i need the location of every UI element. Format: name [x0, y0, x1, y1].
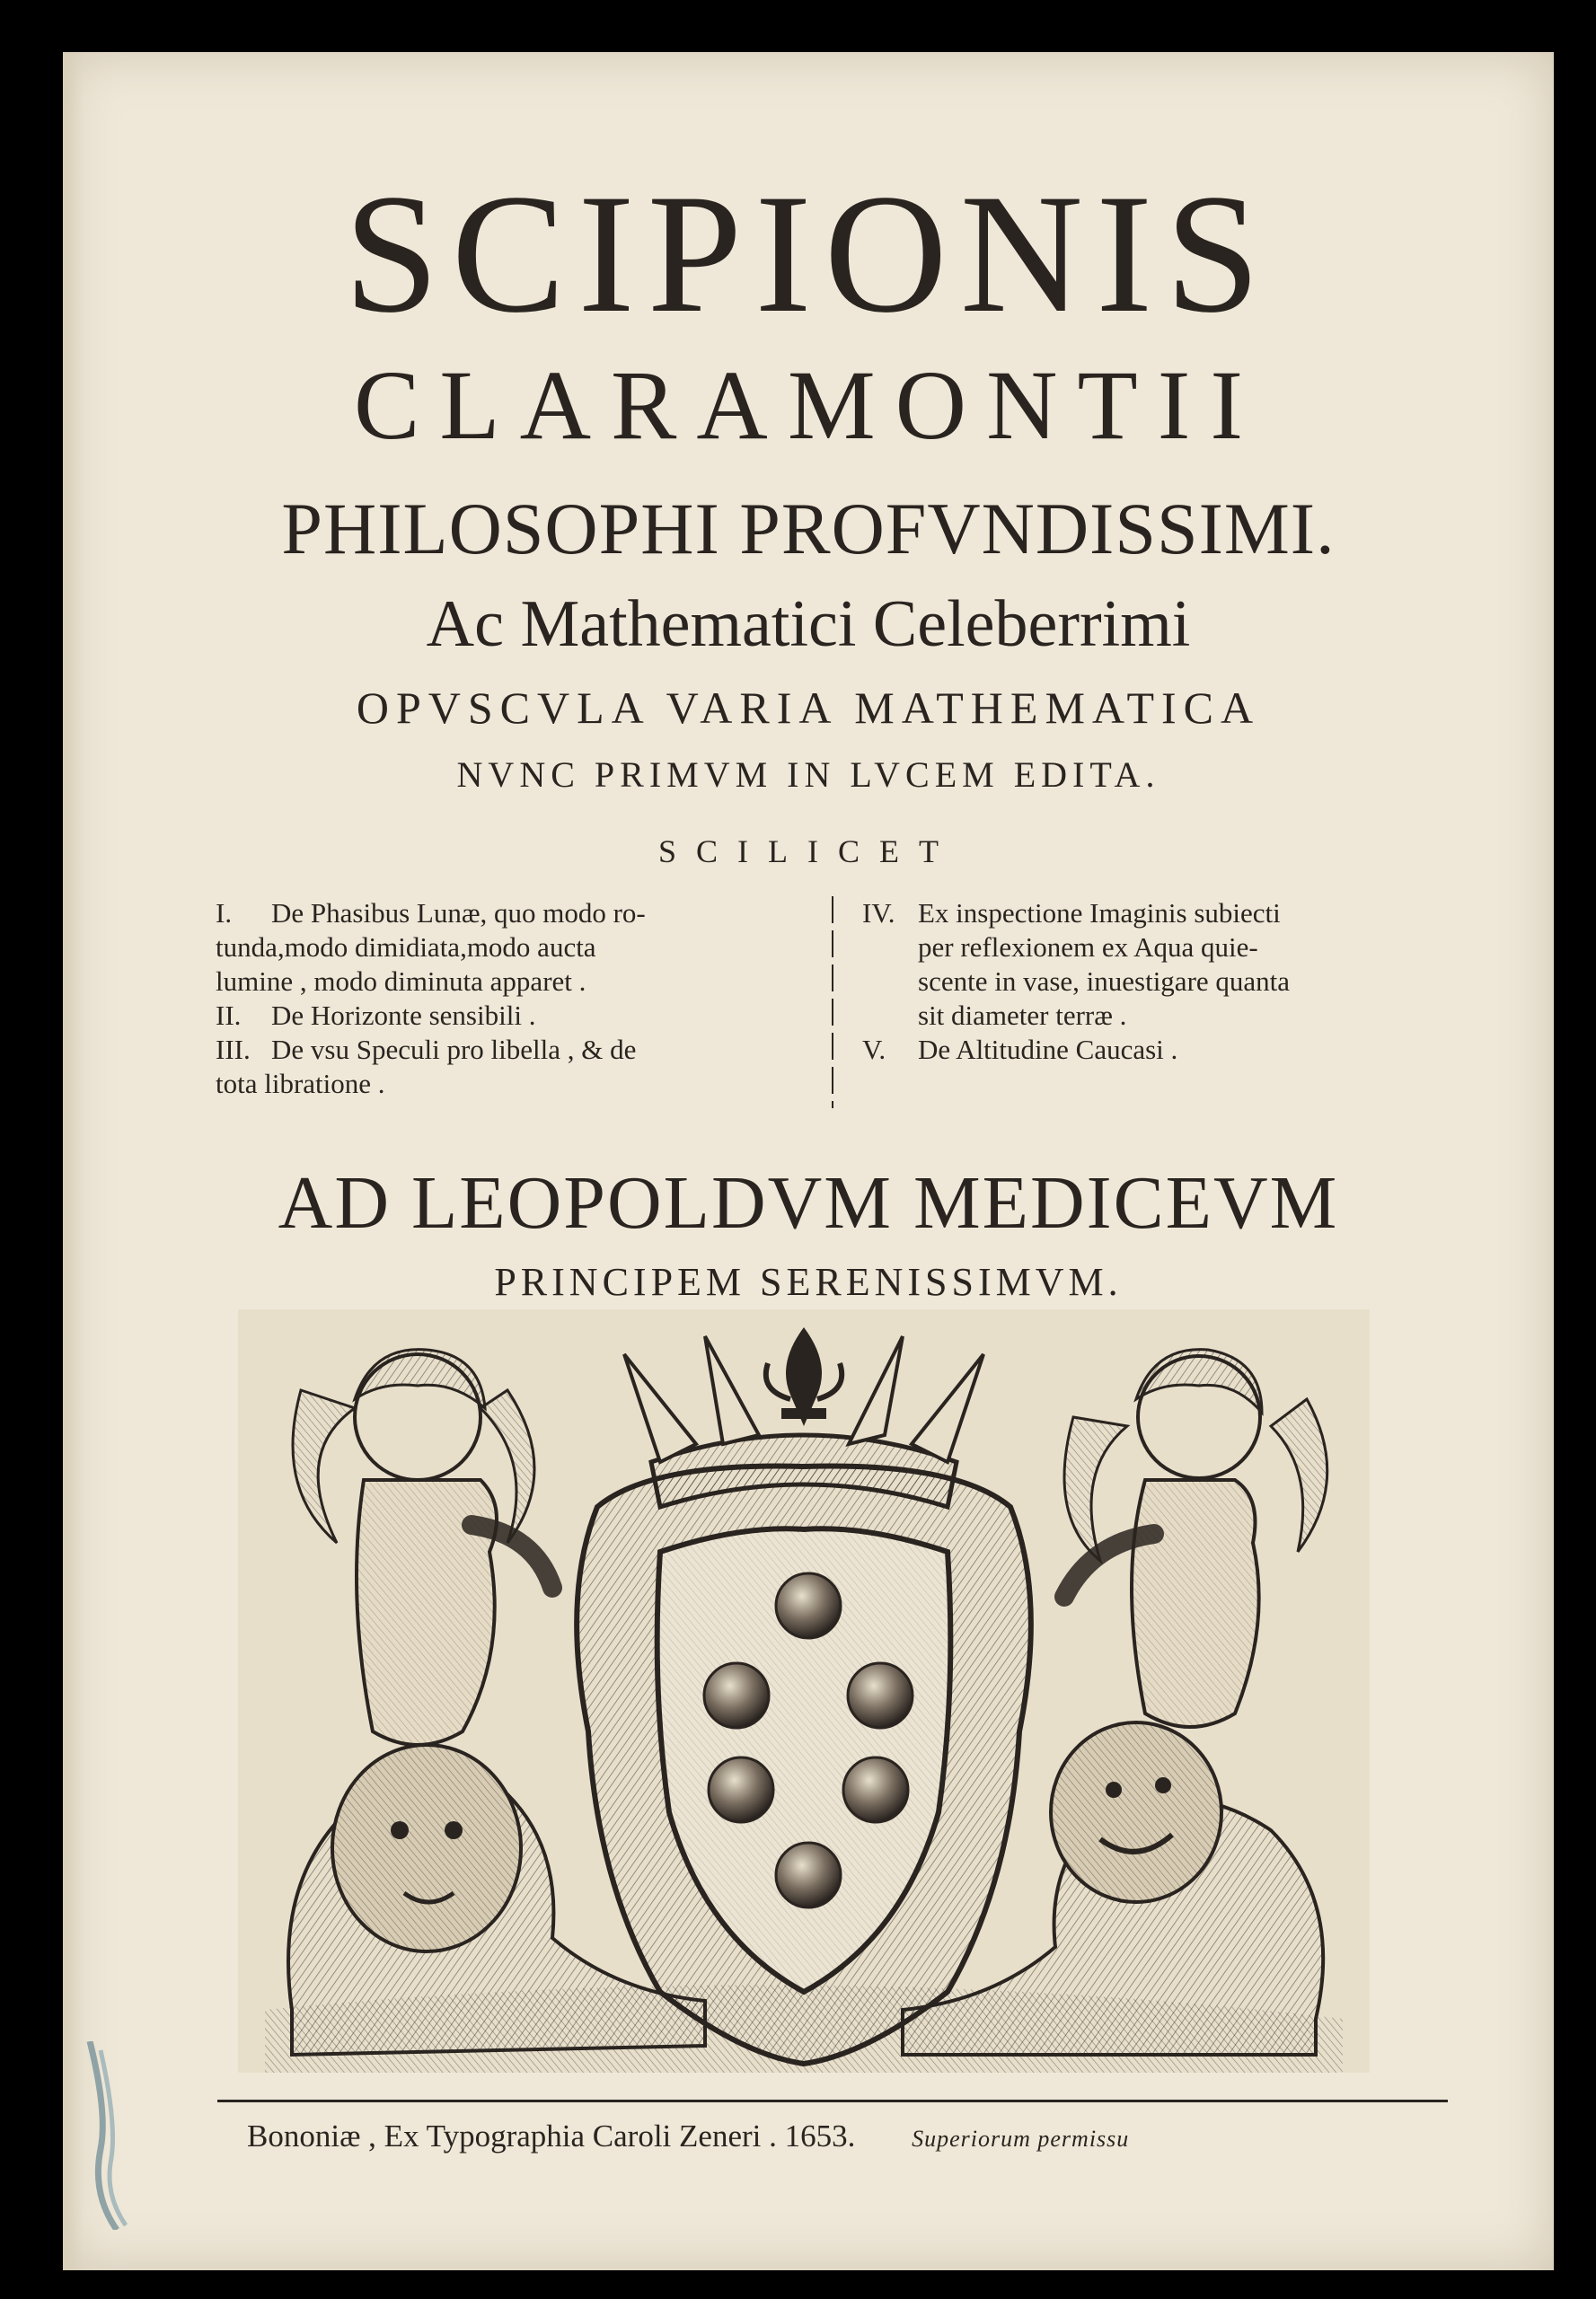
author-epithet-2: Ac Mathematici Celeberrimi [426, 587, 1191, 661]
contents-item: IV. Ex inspectione Imaginis subiecti [862, 897, 1281, 929]
binding-thread-icon [81, 2041, 135, 2230]
contents-item: I. De Phasibus Lunæ, quo modo ro- [216, 897, 646, 929]
contents-item-cont: per reflexionem ex Aqua quie- [918, 931, 1258, 963]
contents-item-cont: tota libratione . [216, 1068, 385, 1099]
crown [624, 1327, 983, 1507]
contents-item: V. De Altitudine Caucasi . [862, 1034, 1178, 1065]
contents-item: II. De Horizonte sensibili . [216, 1000, 536, 1031]
book-title: OPVSCVLA VARIA MATHEMATICA [356, 683, 1261, 733]
contents-item: III. De vsu Speculi pro libella , & de [216, 1034, 637, 1065]
contents-item-cont: lumine , modo diminuta apparet . [216, 965, 586, 997]
dedication-line1: AD LEOPOLDVM MEDICEVM [278, 1161, 1339, 1245]
dedication-line2: PRINCIPEM SERENISSIMVM. [494, 1260, 1123, 1304]
left-putto [293, 1350, 552, 1745]
coat-of-arms-icon [238, 1309, 1370, 2073]
imprint-permission: Superiorum permissu [912, 2126, 1130, 2152]
right-putto [1064, 1350, 1327, 1727]
contents-list [216, 896, 1455, 1112]
scilicet-heading: SCILICET [658, 833, 958, 869]
author-name-line1: SCIPIONIS [344, 160, 1273, 348]
contents-left-column [216, 896, 799, 1101]
imprint-line [247, 2120, 1442, 2152]
contents-item-cont: tunda,modo dimidiata,modo aucta [216, 931, 596, 963]
author-epithet: PHILOSOPHI PROFVNDISSIMI. [281, 488, 1336, 569]
author-name-line2: CLARAMONTII [354, 350, 1263, 460]
imprint-text: Bononiæ , Ex Typographia Caroli Zeneri . 1653. [247, 2118, 856, 2154]
column-divider [832, 896, 833, 1108]
imprint-rule-top [217, 2100, 1448, 2102]
contents-right-column [862, 896, 1446, 1067]
title-page [63, 52, 1554, 2270]
contents-item-cont: scente in vase, inuestigare quanta [918, 965, 1291, 997]
book-subtitle: NVNC PRIMVM IN LVCEM EDITA. [456, 754, 1160, 795]
contents-item-cont: sit diameter terræ . [918, 1000, 1127, 1031]
medici-coat-of-arms-engraving [238, 1309, 1370, 2073]
